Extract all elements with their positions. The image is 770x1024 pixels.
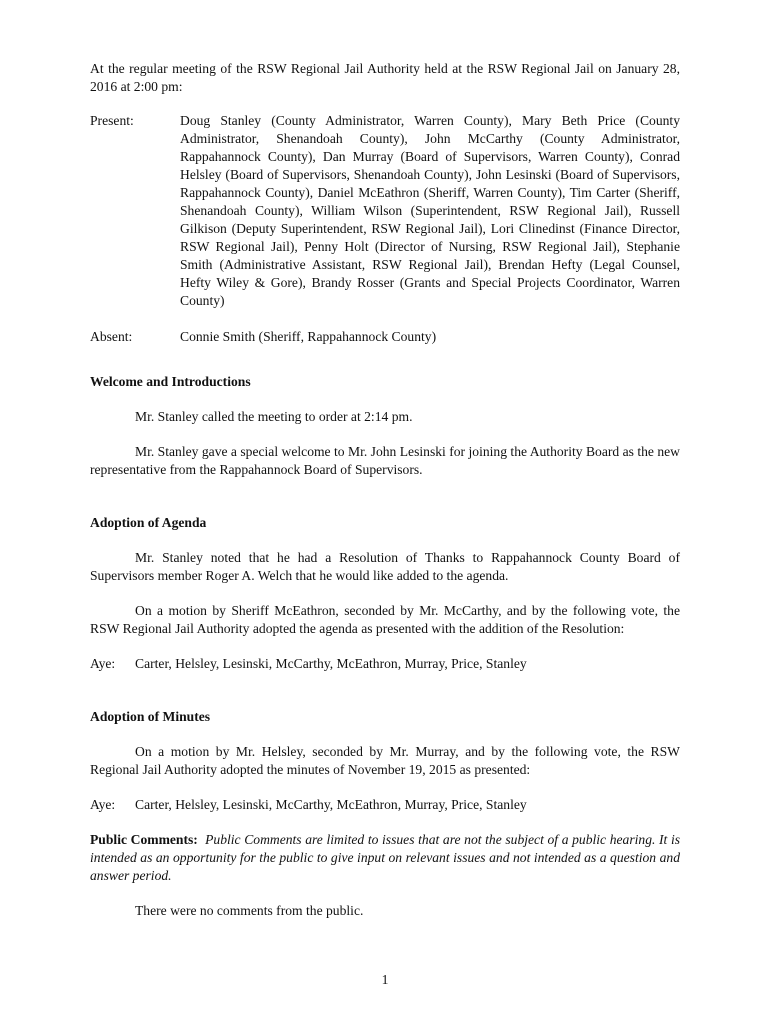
absent-label: Absent:	[90, 329, 133, 344]
welcome-paragraph-1: Mr. Stanley called the meeting to order at 2:14 pm.	[135, 409, 413, 424]
present-list: Doug Stanley (County Administrator, Warren County), Mary Beth Price (County Administrator, Shenandoah County), John McCarthy (County Administrator, Rappahannock County), Dan Murray (Board of Supervisors, Warren County), Conrad Helsley (Board of Supervisors, Shenandoah County), John Lesinski (Board of Supervisors, Rappahannock County), Daniel McEathron (Sheriff, Warren County), Tim Carter (Sheriff, Shenandoah County), William Wilson (Superintendent, RSW Regional Jail), Russell Gilkison (Deputy Superintendent, RSW Regional Jail), Lori Clinedinst (Finance Director, RSW Regional Jail), Penny Holt (Director of Nursing, RSW Regional Jail), Stephanie Smith (Administrative Assistant, RSW Regional Jail), Brendan Hefty (Legal Counsel, Hefty Wiley & Gore), Brandy Rosser (Grants and Special Projects Coordinator, Warren County)	[180, 113, 680, 308]
document-page	[90, 60, 680, 920]
agenda-paragraph-2: On a motion by Sheriff McEathron, seconded by Mr. McCarthy, and by the following vote, the RSW Regional Jail Authority adopted the agenda as presented with the addition of the Resolution:	[90, 603, 680, 636]
public-comments-label: Public Comments:	[90, 832, 198, 847]
meeting-intro: At the regular meeting of the RSW Regional Jail Authority held at the RSW Regional Jail on January 28, 2016 at 2:00 pm:	[90, 61, 680, 94]
public-comments-note: Public Comments are limited to issues that are not the subject of a public hearing. It is intended as an opportunity for the public to give input on relevant issues and not intended as a question and answer period.	[90, 832, 681, 883]
page-number: 1	[381, 972, 389, 987]
minutes-aye-label: Aye:	[90, 797, 116, 812]
present-row	[90, 112, 680, 310]
agenda-vote-row	[90, 655, 680, 673]
minutes-vote-row	[90, 796, 680, 814]
absent-row	[90, 328, 680, 346]
welcome-heading: Welcome and Introductions	[90, 374, 251, 389]
minutes-paragraph-1: On a motion by Mr. Helsley, seconded by Mr. Murray, and by the following vote, the RSW Regional Jail Authority adopted the minutes of November 19, 2015 as presented:	[90, 744, 680, 777]
public-comments-block	[90, 831, 680, 885]
present-label: Present:	[90, 113, 134, 128]
welcome-paragraph-2: Mr. Stanley gave a special welcome to Mr. John Lesinski for joining the Authority Board as the new representative from the Rappahannock Board of Supervisors.	[90, 444, 680, 477]
absent-list: Connie Smith (Sheriff, Rappahannock County)	[180, 329, 437, 344]
minutes-heading: Adoption of Minutes	[90, 709, 211, 724]
public-comments-paragraph: There were no comments from the public.	[135, 903, 364, 918]
agenda-heading: Adoption of Agenda	[90, 515, 207, 530]
minutes-aye-names: Carter, Helsley, Lesinski, McCarthy, McEathron, Murray, Price, Stanley	[135, 797, 527, 812]
agenda-paragraph-1: Mr. Stanley noted that he had a Resolution of Thanks to Rappahannock County Board of Supervisors member Roger A. Welch that he would like added to the agenda.	[90, 550, 680, 583]
agenda-aye-label: Aye:	[90, 656, 116, 671]
agenda-aye-names: Carter, Helsley, Lesinski, McCarthy, McEathron, Murray, Price, Stanley	[135, 656, 527, 671]
